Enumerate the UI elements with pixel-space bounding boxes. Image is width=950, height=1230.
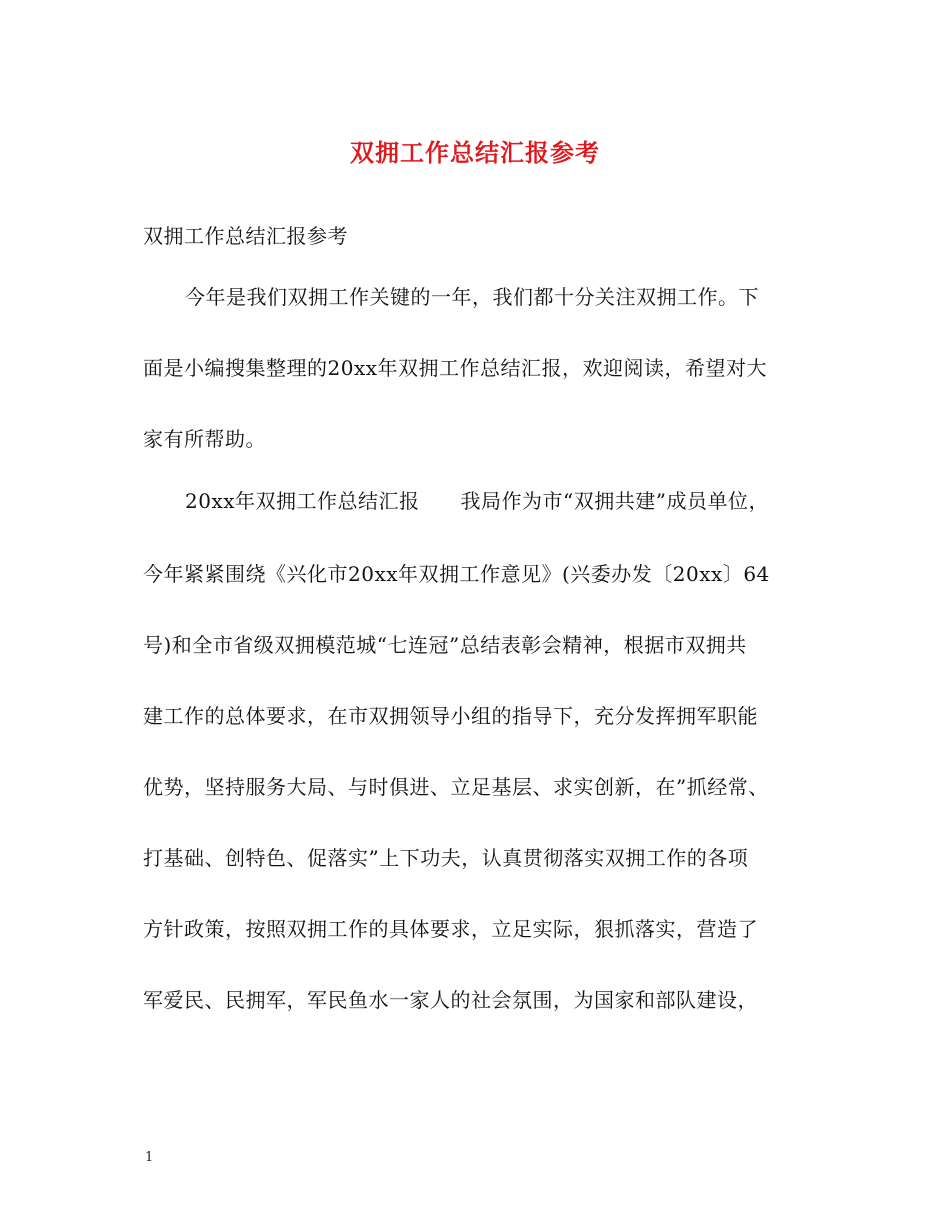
body-line: 建工作的总体要求，在市双拥领导小组的指导下，充分发挥拥军职能 [143, 704, 758, 728]
body-line: 今年紧紧围绕《兴化市20xx年双拥工作意见》(兴委办发〔20xx〕64 [143, 562, 770, 586]
body-line: 今年是我们双拥工作关键的一年，我们都十分关注双拥工作。下 [185, 285, 759, 309]
body-line: 优势，坚持服务大局、与时俱进、立足基层、求实创新，在”抓经常、 [143, 775, 769, 799]
body-line: 20xx年双拥工作总结汇报 我局作为市“双拥共建”成员单位， [185, 489, 769, 513]
body-line: 军爱民、民拥军，军民鱼水一家人的社会氛围，为国家和部队建设， [143, 988, 758, 1012]
body-line: 家有所帮助。 [143, 427, 266, 451]
body-line: 号)和全市省级双拥模范城“七连冠”总结表彰会精神，根据市双拥共 [143, 633, 747, 657]
body-line: 方针政策，按照双拥工作的具体要求，立足实际，狠抓落实，营造了 [143, 917, 758, 941]
document-title: 双拥工作总结汇报参考 [350, 138, 600, 167]
body-line: 面是小编搜集整理的20xx年双拥工作总结汇报，欢迎阅读，希望对大 [143, 356, 768, 380]
body-line: 打基础、创特色、促落实”上下功夫，认真贯彻落实双拥工作的各项 [143, 846, 749, 870]
page-number: 1 [145, 1150, 154, 1165]
subtitle-line: 双拥工作总结汇报参考 [143, 224, 348, 248]
